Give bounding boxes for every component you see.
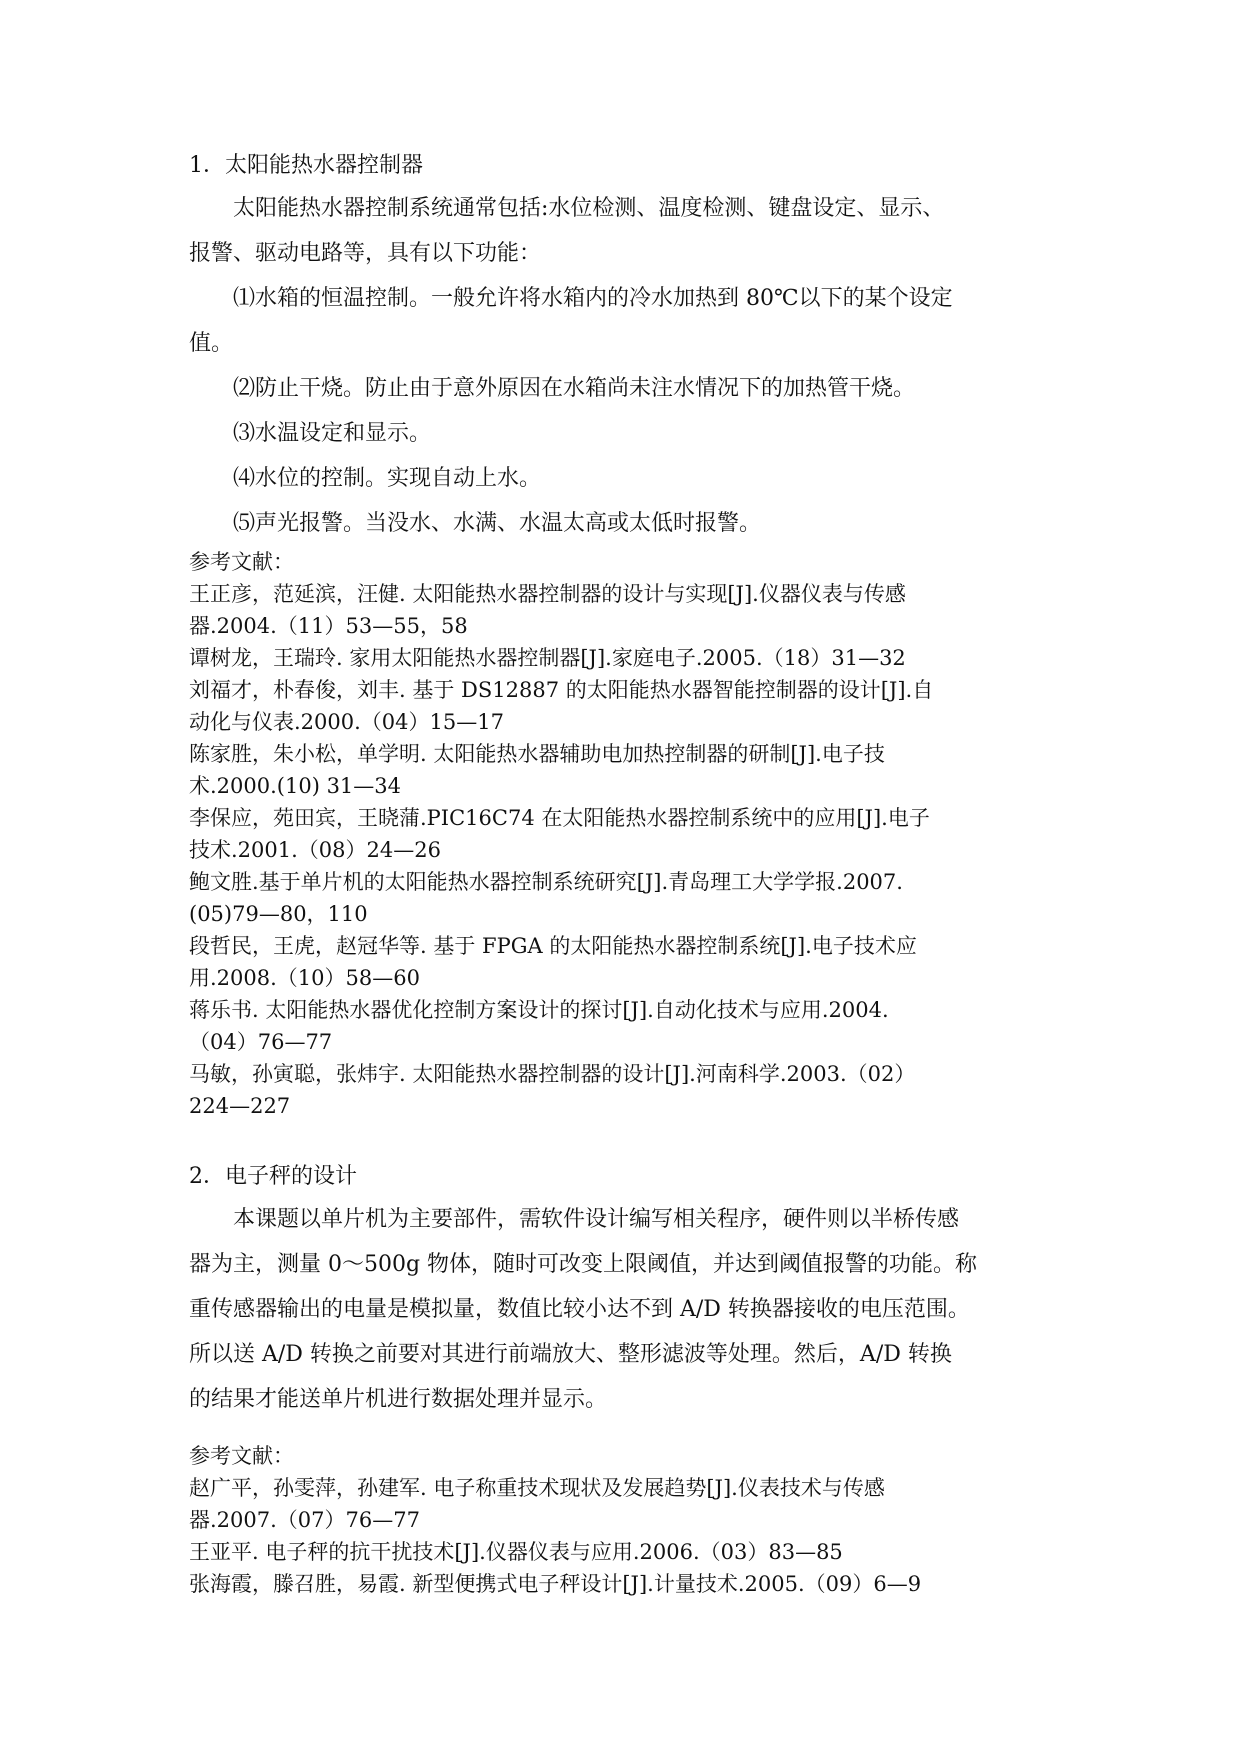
reference-line: 用.2008.（10）58—60 [189, 966, 420, 990]
section-electronic-scale [189, 1157, 1059, 1600]
references-title: 参考文献： [189, 1444, 294, 1468]
body-line: 本课题以单片机为主要部件，需软件设计编写相关程序，硬件则以半桥传感 [233, 1207, 960, 1232]
references-title: 参考文献： [189, 550, 294, 574]
reference-line: 器.2007.（07）76—77 [189, 1508, 420, 1532]
reference-line: 王正彦，范延滨，汪健. 太阳能热水器控制器的设计与实现[J].仪器仪表与传感 [189, 582, 906, 606]
intro-line: 报警、驱动电路等，具有以下功能： [189, 241, 542, 266]
function-item-line: ⑸声光报警。当没水、水满、水温太高或太低时报警。 [233, 511, 762, 536]
function-item [189, 456, 1059, 501]
reference-entry [189, 866, 1059, 930]
intro-line: 太阳能热水器控制系统通常包括:水位检测、温度检测、键盘设定、显示、 [233, 196, 945, 221]
body-line: 的结果才能送单片机进行数据处理并显示。 [189, 1387, 608, 1412]
reference-list [189, 578, 1059, 1122]
function-item [189, 366, 1059, 411]
reference-entry [189, 578, 1059, 642]
function-item-line: 值。 [189, 331, 234, 356]
body-line: 器为主，测量 0～500g 物体，随时可改变上限阈值，并达到阈值报警的功能。称 [189, 1252, 978, 1277]
reference-line: 陈家胜，朱小松，单学明. 太阳能热水器辅助电加热控制器的研制[J].电子技 [189, 742, 885, 766]
reference-entry [189, 642, 1059, 674]
reference-line: 术.2000.(10) 31—34 [189, 774, 402, 798]
reference-list [189, 1472, 1059, 1600]
body-line: 所以送 A/D 转换之前要对其进行前端放大、整形滤波等处理。然后，A/D 转换 [189, 1342, 952, 1367]
function-item-line: ⑷水位的控制。实现自动上水。 [233, 466, 542, 491]
body-line: 重传感器输出的电量是模拟量，数值比较小达不到 A/D 转换器接收的电压范围。 [189, 1297, 970, 1322]
section-spacer [189, 1122, 1059, 1157]
reference-entry [189, 802, 1059, 866]
document-content [189, 146, 1059, 1600]
section-heading: 2．电子秤的设计 [189, 1164, 357, 1189]
reference-line: 器.2004.（11）53—55，58 [189, 614, 468, 638]
reference-entry [189, 930, 1059, 994]
reference-line: （04）76—77 [189, 1030, 333, 1054]
intro-paragraph [189, 186, 1059, 276]
reference-line: 技术.2001.（08）24—26 [189, 838, 441, 862]
paragraph-spacer [189, 1422, 1059, 1440]
function-item [189, 501, 1059, 546]
reference-entry [189, 1472, 1059, 1536]
section-solar-controller [189, 146, 1059, 1122]
function-item-line: ⑴水箱的恒温控制。一般允许将水箱内的冷水加热到 80℃以下的某个设定 [233, 286, 953, 311]
reference-line: 动化与仪表.2000.（04）15—17 [189, 710, 504, 734]
function-item [189, 276, 1059, 366]
reference-entry [189, 994, 1059, 1058]
reference-line: 马敏，孙寅聪，张炜宇. 太阳能热水器控制器的设计[J].河南科学.2003.（02） [189, 1062, 916, 1086]
reference-line: 刘福才，朴春俊，刘丰. 基于 DS12887 的太阳能热水器智能控制器的设计[J].自 [189, 678, 934, 702]
reference-line: 蒋乐书. 太阳能热水器优化控制方案设计的探讨[J].自动化技术与应用.2004. [189, 998, 889, 1022]
reference-entry [189, 1058, 1059, 1122]
reference-line: 段哲民，王虎，赵冠华等. 基于 FPGA 的太阳能热水器控制系统[J].电子技术应 [189, 934, 917, 958]
reference-entry [189, 738, 1059, 802]
section-heading: 1．太阳能热水器控制器 [189, 153, 423, 178]
reference-line: 张海霞，滕召胜，易霞. 新型便携式电子秤设计[J].计量技术.2005.（09）6—9 [189, 1572, 922, 1596]
function-item-line: ⑶水温设定和显示。 [233, 421, 432, 446]
reference-line: (05)79—80，110 [189, 902, 368, 926]
reference-line: 鲍文胜.基于单片机的太阳能热水器控制系统研究[J].青岛理工大学学报.2007. [189, 870, 903, 894]
reference-line: 谭树龙，王瑞玲. 家用太阳能热水器控制器[J].家庭电子.2005.（18）31—32 [189, 646, 906, 670]
function-item-line: ⑵防止干烧。防止由于意外原因在水箱尚未注水情况下的加热管干烧。 [233, 376, 916, 401]
reference-entry [189, 1536, 1059, 1568]
reference-entry [189, 1568, 1059, 1600]
body-paragraph [189, 1197, 1059, 1422]
function-item [189, 411, 1059, 456]
reference-line: 224—227 [189, 1094, 291, 1118]
reference-line: 赵广平，孙雯萍，孙建军. 电子称重技术现状及发展趋势[J].仪表技术与传感 [189, 1476, 885, 1500]
reference-entry [189, 674, 1059, 738]
reference-line: 王亚平. 电子秤的抗干扰技术[J].仪器仪表与应用.2006.（03）83—85 [189, 1540, 843, 1564]
reference-line: 李保应，苑田宾，王晓蒲.PIC16C74 在太阳能热水器控制系统中的应用[J].电子 [189, 806, 930, 830]
